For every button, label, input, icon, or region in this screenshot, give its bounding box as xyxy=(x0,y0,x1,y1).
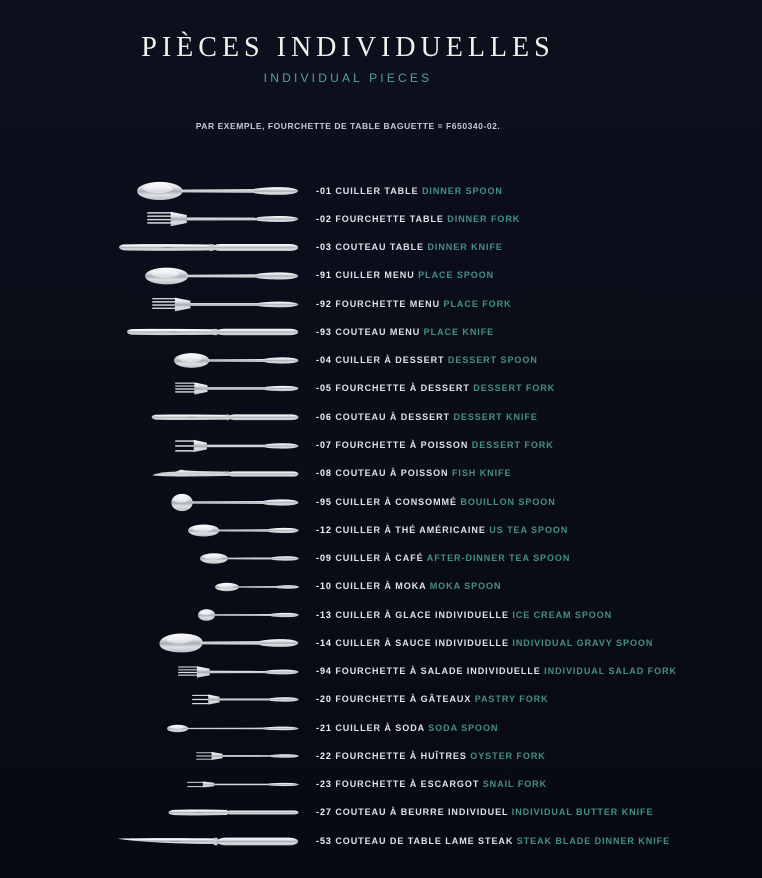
cutlery-image-zone xyxy=(0,325,316,339)
cutlery-image-zone xyxy=(0,492,316,513)
item-code: -01 xyxy=(316,185,332,196)
list-item xyxy=(0,234,762,262)
cutlery-image-zone xyxy=(0,350,316,371)
item-name-fr: COUTEAU À BEURRE INDIVIDUEL xyxy=(335,807,509,818)
after-dinner-tea-spoon-icon xyxy=(200,551,300,566)
list-item xyxy=(0,516,762,544)
page-header xyxy=(0,0,696,131)
item-code: -22 xyxy=(316,750,332,761)
item-name-en: PLACE SPOON xyxy=(418,270,495,281)
item-name-en: DESSERT FORK xyxy=(471,440,554,451)
item-label xyxy=(316,695,549,704)
item-code: -91 xyxy=(316,270,332,281)
item-name-en: BOUILLON SPOON xyxy=(460,496,556,507)
cutlery-image-zone xyxy=(0,807,316,818)
cutlery-image-zone xyxy=(0,295,316,314)
list-item xyxy=(0,375,762,403)
item-name-fr: COUTEAU MENU xyxy=(335,326,421,337)
item-label xyxy=(316,271,494,280)
place-fork-icon xyxy=(152,295,300,314)
item-label xyxy=(316,328,494,337)
item-name-en: DESSERT KNIFE xyxy=(453,411,538,422)
soda-spoon-icon xyxy=(167,722,300,735)
item-code: -02 xyxy=(316,213,332,224)
cutlery-image-zone xyxy=(0,630,316,656)
item-label xyxy=(316,667,677,676)
list-item xyxy=(0,742,762,770)
item-code: -06 xyxy=(316,411,332,422)
item-name-en: DINNER FORK xyxy=(447,213,521,224)
item-label xyxy=(316,780,547,789)
dinner-spoon-icon xyxy=(137,178,300,204)
item-name-en: MOKA SPOON xyxy=(429,581,502,592)
bouillon-spoon-icon xyxy=(170,492,300,513)
item-name-fr: CUILLER À CAFÉ xyxy=(335,553,424,564)
place-spoon-icon xyxy=(145,264,300,288)
item-name-en: PLACE FORK xyxy=(443,298,512,309)
example-note: PAR EXEMPLE, FOURCHETTE DE TABLE BAGUETTE = F650340-02. xyxy=(195,120,501,131)
item-code: -21 xyxy=(316,722,332,733)
list-item xyxy=(0,686,762,714)
list-item xyxy=(0,658,762,686)
item-name-en: FISH KNIFE xyxy=(451,468,512,479)
cutlery-image-zone xyxy=(0,581,316,593)
list-item xyxy=(0,799,762,827)
item-name-fr: FOURCHETTE À DESSERT xyxy=(335,383,470,394)
item-name-fr: FOURCHETTE À POISSON xyxy=(335,440,469,451)
item-code: -27 xyxy=(316,807,332,818)
item-name-en: DINNER SPOON xyxy=(421,185,503,196)
item-code: -03 xyxy=(316,242,332,253)
ice-cream-spoon-icon xyxy=(197,608,300,622)
dinner-knife-icon xyxy=(117,240,300,255)
item-label xyxy=(316,724,498,733)
snail-fork-icon xyxy=(187,779,300,790)
item-label xyxy=(316,498,556,507)
item-label xyxy=(316,413,538,422)
list-item xyxy=(0,205,762,233)
item-name-fr: COUTEAU DE TABLE LAME STEAK xyxy=(335,835,514,846)
item-label xyxy=(316,554,570,563)
fish-fork-icon xyxy=(175,437,300,455)
item-name-en: PLACE KNIFE xyxy=(423,326,495,337)
item-name-en: ICE CREAM SPOON xyxy=(512,609,613,620)
item-name-fr: FOURCHETTE À SALADE INDIVIDUELLE xyxy=(335,666,541,677)
item-name-en: DESSERT FORK xyxy=(473,383,556,394)
list-item xyxy=(0,573,762,601)
dessert-fork-icon xyxy=(175,380,300,397)
item-label xyxy=(316,215,520,224)
cutlery-image-zone xyxy=(0,437,316,455)
dessert-spoon-icon xyxy=(174,350,300,371)
item-code: -05 xyxy=(316,383,332,394)
steak-knife-icon xyxy=(117,834,300,849)
list-item xyxy=(0,714,762,742)
list-item xyxy=(0,431,762,459)
item-label xyxy=(316,752,546,761)
list-item xyxy=(0,262,762,290)
cutlery-image-zone xyxy=(0,608,316,622)
list-item xyxy=(0,290,762,318)
item-label xyxy=(316,808,653,817)
item-name-en: US TEA SPOON xyxy=(489,524,569,535)
item-code: -13 xyxy=(316,609,332,620)
list-item xyxy=(0,629,762,657)
item-name-fr: CUILLER À CONSOMMÉ xyxy=(335,496,457,507)
item-name-fr: CUILLER À SAUCE INDIVIDUELLE xyxy=(335,637,509,648)
item-label xyxy=(316,526,568,535)
item-label xyxy=(316,469,511,478)
oyster-fork-icon xyxy=(196,750,300,762)
item-code: -09 xyxy=(316,553,332,564)
cutlery-image-zone xyxy=(0,834,316,849)
dessert-knife-icon xyxy=(150,411,300,424)
item-name-fr: CUILLER À THÉ AMÉRICAINE xyxy=(335,524,486,535)
cutlery-image-zone xyxy=(0,522,316,539)
cutlery-image-zone xyxy=(0,240,316,255)
item-label xyxy=(316,187,503,196)
item-name-fr: CUILLER À SODA xyxy=(335,722,425,733)
cutlery-image-zone xyxy=(0,664,316,680)
list-item xyxy=(0,827,762,855)
fish-knife-icon xyxy=(150,467,300,481)
dinner-fork-icon xyxy=(147,209,300,229)
item-name-fr: FOURCHETTE MENU xyxy=(335,298,441,309)
item-name-fr: COUTEAU TABLE xyxy=(335,242,424,253)
item-name-fr: FOURCHETTE TABLE xyxy=(335,213,444,224)
item-name-en: STEAK BLADE DINNER KNIFE xyxy=(516,835,671,846)
item-name-fr: CUILLER À DESSERT xyxy=(335,355,445,366)
item-label xyxy=(316,356,538,365)
item-name-en: SNAIL FORK xyxy=(482,779,548,790)
place-knife-icon xyxy=(125,325,300,339)
item-name-en: DESSERT SPOON xyxy=(447,355,538,366)
cutlery-image-zone xyxy=(0,692,316,707)
page-title: PIÈCES INDIVIDUELLES xyxy=(141,32,555,63)
item-name-en: OYSTER FORK xyxy=(470,750,546,761)
list-item xyxy=(0,771,762,799)
item-name-fr: CUILLER MENU xyxy=(335,270,415,281)
cutlery-image-zone xyxy=(0,380,316,397)
item-name-fr: COUTEAU À DESSERT xyxy=(335,411,450,422)
cutlery-image-zone xyxy=(0,264,316,288)
item-code: -12 xyxy=(316,524,332,535)
list-item xyxy=(0,177,762,205)
item-name-fr: CUILLER TABLE xyxy=(335,185,419,196)
cutlery-image-zone xyxy=(0,551,316,566)
list-item xyxy=(0,318,762,346)
pieces-list xyxy=(0,177,762,855)
cutlery-image-zone xyxy=(0,779,316,790)
item-name-en: PASTRY FORK xyxy=(474,694,549,705)
item-label xyxy=(316,384,555,393)
list-item xyxy=(0,403,762,431)
list-item xyxy=(0,488,762,516)
salad-fork-icon xyxy=(178,664,300,680)
list-item xyxy=(0,601,762,629)
item-label xyxy=(316,611,612,620)
cutlery-image-zone xyxy=(0,722,316,735)
item-name-fr: CUILLER À MOKA xyxy=(335,581,427,592)
item-name-en: INDIVIDUAL GRAVY SPOON xyxy=(512,637,654,648)
item-code: -07 xyxy=(316,440,332,451)
moka-spoon-icon xyxy=(215,581,300,593)
cutlery-image-zone xyxy=(0,209,316,229)
item-name-en: INDIVIDUAL BUTTER KNIFE xyxy=(511,807,654,818)
list-item xyxy=(0,460,762,488)
cutlery-image-zone xyxy=(0,467,316,481)
list-item xyxy=(0,544,762,572)
item-code: -95 xyxy=(316,496,332,507)
item-code: -53 xyxy=(316,835,332,846)
item-code: -08 xyxy=(316,468,332,479)
item-label xyxy=(316,243,503,252)
item-name-en: SODA SPOON xyxy=(428,722,499,733)
page-subtitle: INDIVIDUAL PIECES xyxy=(263,70,433,85)
list-item xyxy=(0,347,762,375)
item-code: -92 xyxy=(316,298,332,309)
item-code: -04 xyxy=(316,355,332,366)
item-name-fr: FOURCHETTE À GÂTEAUX xyxy=(335,694,472,705)
item-label xyxy=(316,300,512,309)
item-name-fr: COUTEAU À POISSON xyxy=(335,468,449,479)
item-name-en: INDIVIDUAL SALAD FORK xyxy=(544,666,677,677)
pastry-fork-icon xyxy=(192,692,300,707)
item-code: -20 xyxy=(316,694,332,705)
item-label xyxy=(316,441,554,450)
item-label xyxy=(316,582,501,591)
item-name-fr: FOURCHETTE À HUÎTRES xyxy=(335,750,467,761)
item-code: -93 xyxy=(316,326,332,337)
cutlery-image-zone xyxy=(0,750,316,762)
item-name-fr: CUILLER À GLACE INDIVIDUELLE xyxy=(335,609,509,620)
item-name-en: AFTER-DINNER TEA SPOON xyxy=(426,553,571,564)
cutlery-image-zone xyxy=(0,178,316,204)
item-code: -14 xyxy=(316,637,332,648)
item-code: -23 xyxy=(316,779,332,790)
gravy-spoon-icon xyxy=(158,630,300,656)
us-tea-spoon-icon xyxy=(188,522,300,539)
item-label xyxy=(316,639,653,648)
item-label xyxy=(316,837,670,846)
item-name-fr: FOURCHETTE À ESCARGOT xyxy=(335,779,480,790)
item-code: -10 xyxy=(316,581,332,592)
butter-knife-icon xyxy=(168,807,300,818)
item-name-en: DINNER KNIFE xyxy=(427,242,503,253)
cutlery-image-zone xyxy=(0,411,316,424)
item-code: -94 xyxy=(316,666,332,677)
